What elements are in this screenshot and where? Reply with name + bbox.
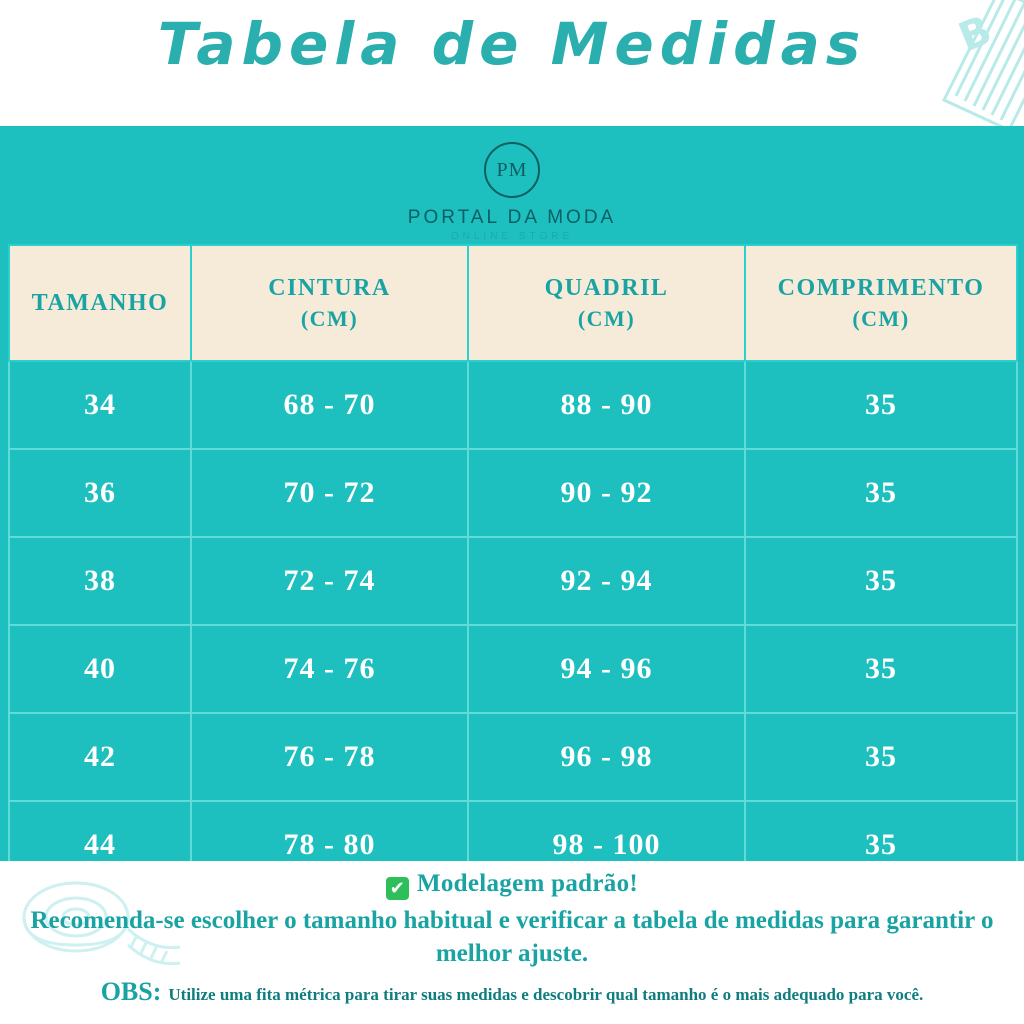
table-row — [9, 361, 1017, 449]
measurements-table — [8, 244, 1018, 890]
cell-cintura: 74 - 76 — [191, 625, 468, 713]
observation-row — [0, 977, 1024, 1007]
cell-quadril: 94 - 96 — [468, 625, 745, 713]
observation-text: Utilize uma fita métrica para tirar suas medidas e descobrir qual tamanho é o mais adequado para você. — [168, 985, 924, 1004]
cell-tamanho: 38 — [9, 537, 191, 625]
recommendation-text: Recomenda-se escolher o tamanho habitual e verificar a tabela de medidas para garantir o melhor ajuste. — [30, 907, 994, 967]
column-header-comprimento — [745, 245, 1017, 361]
column-header-quadril — [468, 245, 745, 361]
cell-cintura: 72 - 74 — [191, 537, 468, 625]
cell-cintura: 70 - 72 — [191, 449, 468, 537]
table-row — [9, 713, 1017, 801]
header-banner — [0, 0, 1024, 126]
table-header-row — [9, 245, 1017, 361]
cell-quadril: 96 - 98 — [468, 713, 745, 801]
cell-cintura: 68 - 70 — [191, 361, 468, 449]
cell-cintura: 76 - 78 — [191, 713, 468, 801]
table-row — [9, 449, 1017, 537]
brand-tagline: ONLINE STORE — [450, 231, 574, 242]
check-icon: ✔ — [386, 877, 409, 900]
column-header-comprimento-label: COMPRIMENTO — [777, 274, 985, 301]
cell-comprimento: 35 — [745, 713, 1017, 801]
cell-comprimento: 35 — [745, 449, 1017, 537]
cell-tamanho: 44 — [9, 801, 191, 889]
table-row — [9, 537, 1017, 625]
cell-quadril: 92 - 94 — [468, 537, 745, 625]
cell-comprimento: 35 — [745, 361, 1017, 449]
column-header-cintura-unit: (CM) — [300, 306, 359, 332]
column-header-quadril-unit: (CM) — [577, 306, 636, 332]
standard-fit-note — [0, 861, 1024, 900]
column-header-tamanho — [9, 245, 191, 361]
cell-comprimento: 35 — [745, 801, 1017, 889]
cell-quadril: 90 - 92 — [468, 449, 745, 537]
cell-comprimento: 35 — [745, 625, 1017, 713]
page-title: Tabela de Medidas — [157, 10, 867, 78]
cell-tamanho: 36 — [9, 449, 191, 537]
table-row — [9, 625, 1017, 713]
column-header-quadril-label: QUADRIL — [544, 274, 669, 301]
cell-quadril: 88 - 90 — [468, 361, 745, 449]
cell-tamanho: 42 — [9, 713, 191, 801]
standard-fit-label: Modelagem padrão! — [416, 870, 639, 897]
brand-name: PORTAL DA MODA — [407, 207, 617, 228]
brand-block — [0, 126, 1024, 244]
cell-quadril: 98 - 100 — [468, 801, 745, 889]
column-header-comprimento-unit: (CM) — [852, 306, 910, 332]
cell-cintura: 78 - 80 — [191, 801, 468, 889]
observation-label: OBS: — [100, 977, 162, 1006]
cell-comprimento: 35 — [745, 537, 1017, 625]
svg-text:B: B — [952, 7, 999, 62]
column-header-cintura — [191, 245, 468, 361]
brand-monogram-icon: PM — [484, 142, 540, 198]
cell-tamanho: 34 — [9, 361, 191, 449]
column-header-cintura-label: CINTURA — [268, 274, 391, 301]
cell-tamanho: 40 — [9, 625, 191, 713]
footer-notes — [0, 861, 1024, 1024]
size-chart-panel — [0, 126, 1024, 861]
column-header-tamanho-label: TAMANHO — [31, 289, 169, 316]
